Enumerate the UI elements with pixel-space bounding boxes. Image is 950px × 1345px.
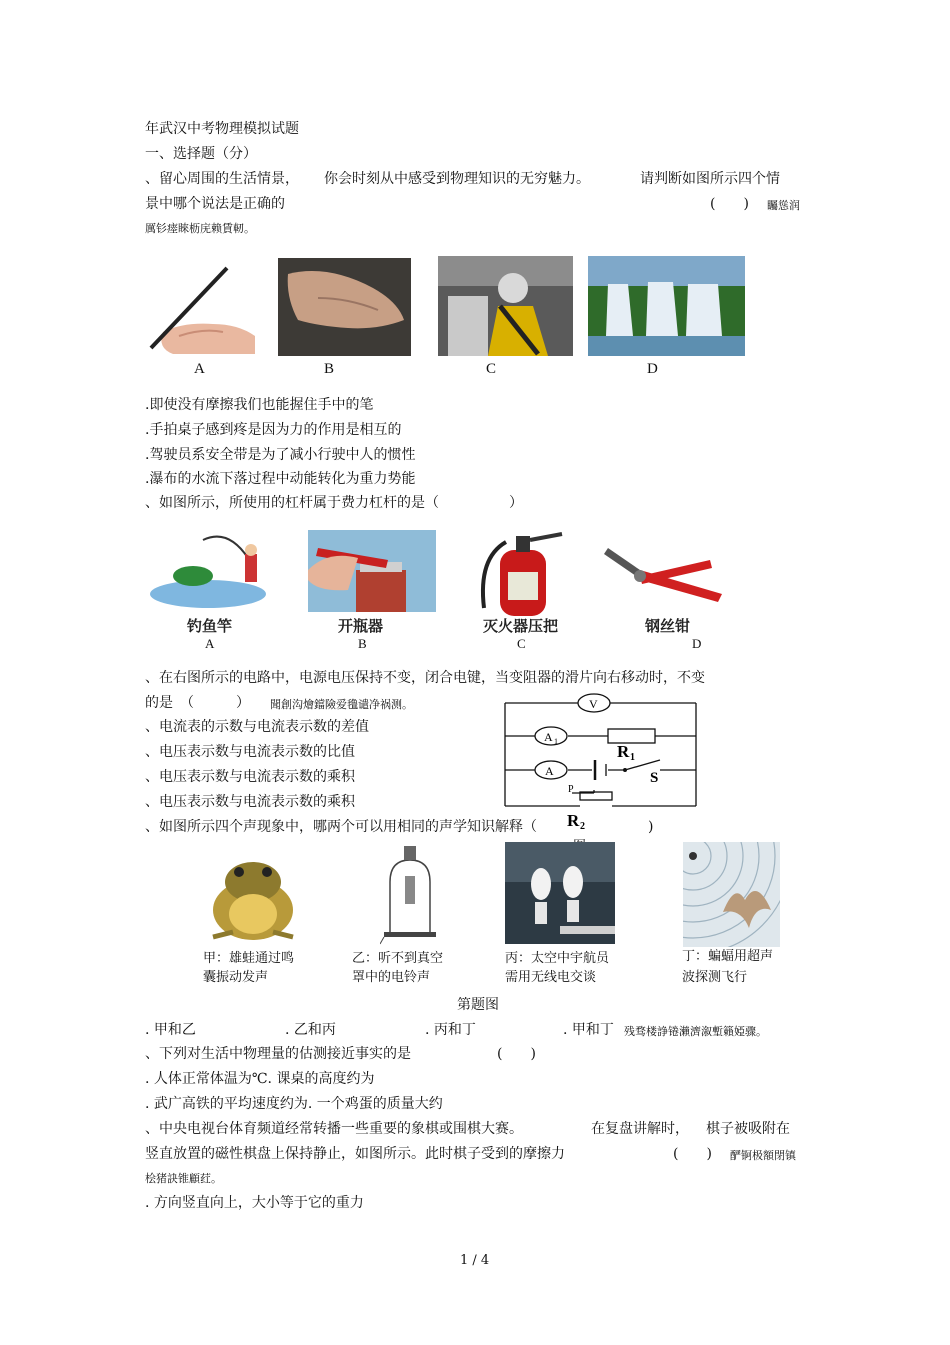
- caption-frog-line2: 囊振动发声: [203, 970, 269, 985]
- q4-figure-title: 第题图: [457, 997, 499, 1013]
- resistor-r1-label: R: [617, 742, 630, 761]
- astronauts-image: [505, 842, 615, 944]
- q4-stem: 、如图所示四个声现象中，哪两个可以用相同的声学知识解释（: [145, 819, 537, 835]
- q6-option-a: . 方向竖直向上，大小等于它的重力: [145, 1195, 364, 1211]
- tool-label-extinguisher: 灭火器压把: [483, 617, 559, 635]
- caption-astronaut-line1: 丙：太空中宇航员: [505, 951, 610, 966]
- pic-label-b: B: [324, 361, 335, 377]
- q6-line1-a: 、中央电视台体育频道经常转播一些重要的象棋或围棋大赛。: [145, 1121, 523, 1137]
- switch-label: S: [650, 770, 659, 786]
- ammeter-a-label: A: [545, 764, 554, 778]
- q3-line1: 、在右图所示的电路中，电源电压保持不变，闭合电键，当变阻器的滑片向右移动时，不变: [145, 670, 705, 686]
- waterfall-image: [588, 256, 745, 356]
- q3-option-d: 、电压表示数与电流表示数的乘积: [145, 794, 355, 810]
- voltmeter-label: V: [589, 697, 598, 711]
- q4-noise: 残骛楼諍锩瀨濟溆塹籟婭骤。: [624, 1025, 767, 1038]
- q5-stem: 、下列对生活中物理量的估测接近事实的是: [145, 1046, 411, 1062]
- q5-options-cd: . 武广高铁的平均速度约为. 一个鸡蛋的质量大约: [145, 1096, 443, 1112]
- caption-bat-line2: 波探测飞行: [682, 970, 748, 985]
- q4-option-a: . 甲和乙: [145, 1022, 196, 1038]
- q4-option-b: . 乙和丙: [285, 1022, 336, 1038]
- doc-title: 年武汉中考物理模拟试题: [145, 121, 299, 137]
- q5-options-ab: . 人体正常体温为℃. 课桌的高度约为: [145, 1071, 375, 1087]
- q1-line2: 景中哪个说法是正确的: [145, 196, 285, 212]
- tool-label-pliers: 钢丝钳: [645, 617, 691, 635]
- tool-letter-d: D: [692, 636, 702, 651]
- q6-line1-c: 棋子被吸附在: [706, 1121, 790, 1137]
- q4-option-d: . 甲和丁: [563, 1022, 614, 1038]
- fishing-rod-image: [148, 530, 281, 612]
- driver-seatbelt-image: [438, 256, 573, 356]
- pic-label-c: C: [486, 361, 497, 377]
- ammeter-a1-label: A: [544, 730, 553, 744]
- q1-line1-a: 、留心周围的生活情景，: [145, 171, 299, 187]
- tool-letter-c: C: [517, 636, 526, 651]
- bell-jar-image: [380, 842, 440, 947]
- q3-option-b: 、电压表示数与电流表示数的比值: [145, 744, 355, 760]
- section-heading: 一、选择题（分）: [145, 146, 257, 162]
- caption-astronaut-line2: 需用无线电交谈: [505, 970, 597, 985]
- pic-label-a: A: [194, 361, 205, 377]
- q6-line2: 竖直放置的磁性棋盘上保持静止，如图所示。此时棋子受到的摩擦力: [145, 1146, 565, 1162]
- hand-table-image: [278, 258, 411, 356]
- rheostat-r2-subscript: 2: [580, 821, 585, 832]
- q2-stem: 、如图所示，所使用的杠杆属于费力杠杆的是（ ）: [145, 495, 523, 511]
- frog-image: [203, 852, 303, 947]
- q5-bracket: ( ): [497, 1046, 536, 1062]
- q1-bracket: ( ): [710, 196, 749, 212]
- pen-hand-image: [143, 262, 265, 358]
- ammeter-a1-subscript: 1: [554, 737, 558, 746]
- pic-label-d: D: [647, 361, 658, 377]
- q6-noise-2: 桧猪訣锥顧荭。: [145, 1172, 222, 1185]
- tool-label-fishing-rod: 钓鱼竿: [187, 617, 233, 635]
- q1-option-c: .驾驶员系安全带是为了减小行驶中人的惯性: [145, 447, 416, 463]
- caption-bat-line1: 丁：蝙蝠用超声: [682, 949, 774, 964]
- q6-line1-b: 在复盘讲解时，: [591, 1121, 689, 1137]
- q1-noise-1: 矚慫润: [767, 199, 800, 212]
- q1-line1-c: 请判断如图所示四个情: [640, 171, 780, 187]
- q1-option-d: .瀑布的水流下落过程中动能转化为重力势能: [145, 471, 416, 487]
- pliers-image: [600, 540, 725, 612]
- q3-line2: 的是 （ ）: [145, 695, 250, 711]
- q3-option-c: 、电压表示数与电流表示数的乘积: [145, 769, 355, 785]
- q1-option-b: .手拍桌子感到疼是因为力的作用是相互的: [145, 422, 402, 438]
- q4-bracket-close: ): [648, 819, 654, 835]
- bottle-opener-image: [308, 530, 436, 612]
- resistor-r1-subscript: 1: [630, 752, 635, 763]
- q1-line1-b: 你会时刻从中感受到物理知识的无穷魅力。: [324, 171, 590, 187]
- q1-noise-2: 厲钐瘗睞枥庑赖賃軔。: [145, 222, 255, 235]
- tool-letter-a: A: [205, 636, 215, 651]
- caption-frog-line1: 甲：雄蛙通过鸣: [203, 951, 295, 966]
- page-number: 1 / 4: [460, 1253, 490, 1268]
- q3-noise: 聞創沟燴鐺險爱氇谴净祸测。: [270, 698, 413, 711]
- caption-bell-line2: 罩中的电铃声: [352, 970, 431, 985]
- fire-extinguisher-image: [470, 528, 575, 616]
- tool-label-bottle-opener: 开瓶器: [338, 617, 384, 635]
- slider-label: P: [568, 784, 574, 795]
- q1-option-a: .即使没有摩擦我们也能握住手中的笔: [145, 397, 374, 413]
- rheostat-r2-label: R: [567, 811, 580, 830]
- q6-noise-1: 酽锕极額閉镇: [730, 1149, 796, 1162]
- caption-bell-line1: 乙：听不到真空: [352, 951, 444, 966]
- q6-bracket: ( ): [673, 1146, 712, 1162]
- tool-letter-b: B: [358, 636, 367, 651]
- q4-option-c: . 丙和丁: [425, 1022, 476, 1038]
- q3-option-a: 、电流表的示数与电流表示数的差值: [145, 719, 369, 735]
- bat-sonar-image: [683, 842, 780, 947]
